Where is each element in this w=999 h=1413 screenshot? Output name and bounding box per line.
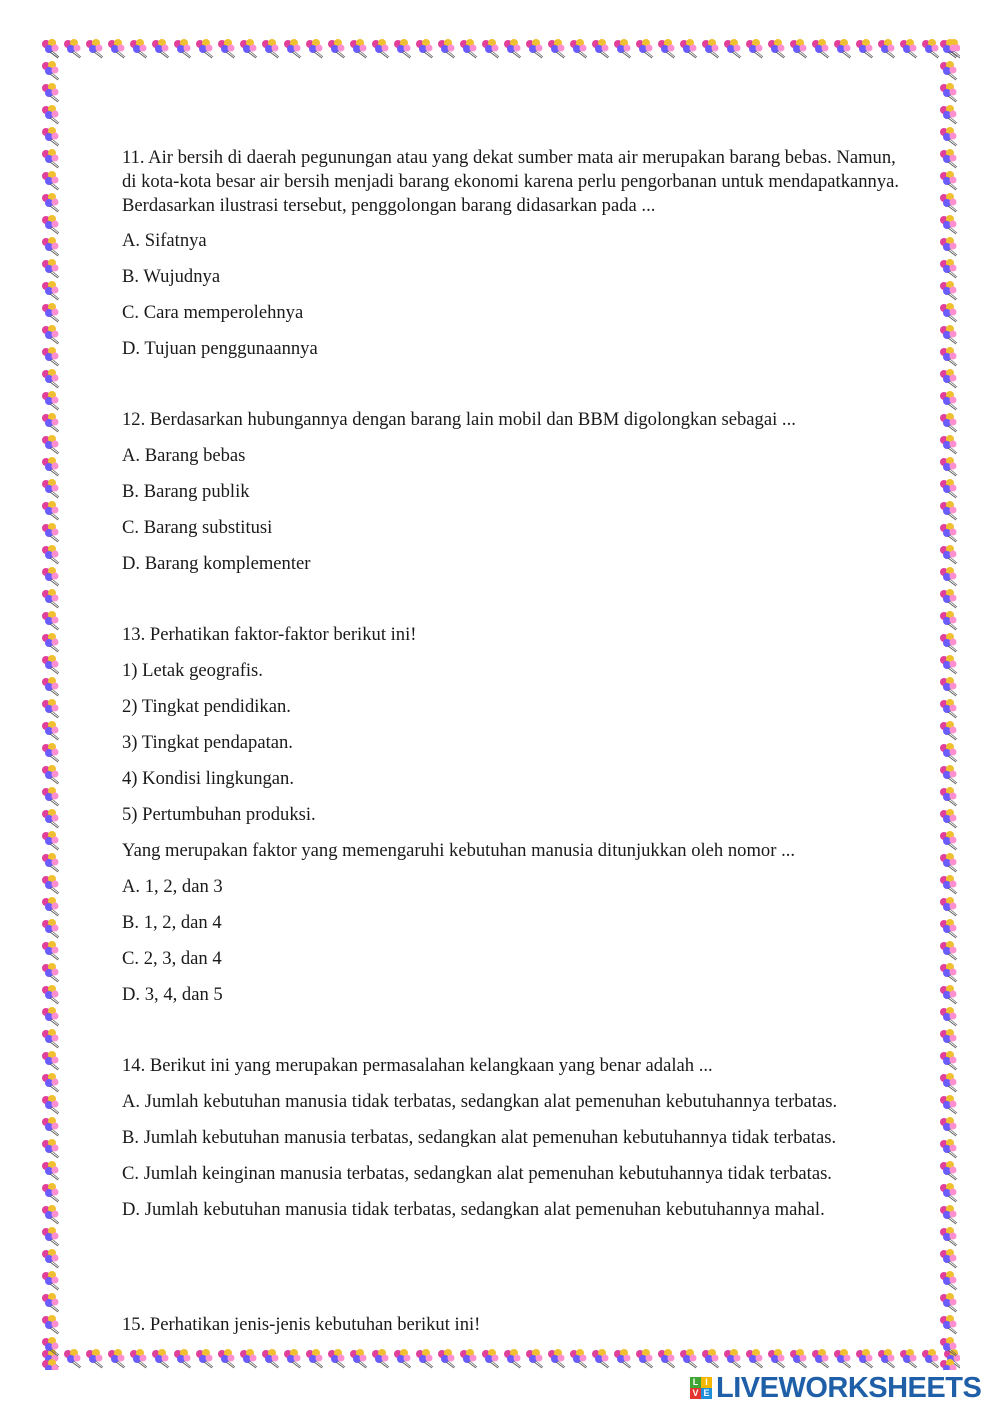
option-a[interactable]: A. Jumlah kebutuhan manusia tidak terbatas, sedangkan alat pemenuhan kebutuhannya terbatas. xyxy=(122,1091,838,1112)
option-c[interactable]: C. Barang substitusi xyxy=(122,517,273,538)
question-14 xyxy=(122,1054,902,1222)
logo-letter-l: L xyxy=(690,1377,701,1388)
question-text: 15. Perhatikan jenis-jenis kebutuhan berikut ini! xyxy=(122,1314,481,1335)
question-prompt: Yang merupakan faktor yang memengaruhi kebutuhan manusia ditunjukkan oleh nomor ... xyxy=(122,840,796,861)
option-d[interactable]: D. Tujuan penggunaannya xyxy=(122,338,318,359)
balloon-border-right xyxy=(938,38,960,1370)
factor-item: 2) Tingkat pendidikan. xyxy=(122,696,291,717)
question-15 xyxy=(122,1313,902,1337)
logo-letter-e: E xyxy=(701,1388,712,1399)
option-a[interactable]: A. 1, 2, dan 3 xyxy=(122,876,223,897)
option-b[interactable]: B. Wujudnya xyxy=(122,266,221,287)
option-a[interactable]: A. Sifatnya xyxy=(122,230,207,251)
spacer xyxy=(122,1019,902,1054)
spacer xyxy=(122,373,902,408)
option-c[interactable]: C. Cara memperolehnya xyxy=(122,302,304,323)
spacer xyxy=(122,588,902,623)
option-d[interactable]: D. 3, 4, dan 5 xyxy=(122,984,223,1005)
option-a[interactable]: A. Barang bebas xyxy=(122,445,246,466)
factor-item: 5) Pertumbuhan produksi. xyxy=(122,804,316,825)
worksheet-content xyxy=(122,146,902,1349)
option-b[interactable]: B. Barang publik xyxy=(122,481,250,502)
option-d[interactable]: D. Jumlah kebutuhan manusia tidak terbatas, sedangkan alat pemenuhan kebutuhannya mahal. xyxy=(122,1199,825,1220)
option-b[interactable]: B. Jumlah kebutuhan manusia terbatas, sedangkan alat pemenuhan kebutuhannya tidak terbatas. xyxy=(122,1127,837,1148)
liveworksheets-brand[interactable] xyxy=(690,1371,982,1404)
factor-item: 1) Letak geografis. xyxy=(122,660,263,681)
question-text: 13. Perhatikan faktor-faktor berikut ini! xyxy=(122,624,417,645)
factor-item: 4) Kondisi lingkungan. xyxy=(122,768,294,789)
question-13 xyxy=(122,623,902,1007)
question-text: 11. Air bersih di daerah pegunungan atau yang dekat sumber mata air merupakan barang bebas. Namun, di kota-kota besar air bersih menjadi barang ekonomi karena perlu pengorbanan untuk mendapatkannya. Berdasarkan ilustrasi tersebut, penggolongan barang didasarkan pada ... xyxy=(122,147,900,216)
option-c[interactable]: C. 2, 3, dan 4 xyxy=(122,948,222,969)
balloon-border-bottom xyxy=(40,1348,960,1370)
liveworksheets-logo-icon xyxy=(690,1377,712,1399)
brand-name: LIVEWORKSHEETS xyxy=(716,1371,982,1404)
question-text: 14. Berikut ini yang merupakan permasalahan kelangkaan yang benar adalah ... xyxy=(122,1055,713,1076)
option-c[interactable]: C. Jumlah keinginan manusia terbatas, sedangkan alat pemenuhan kebutuhannya tidak terbatas. xyxy=(122,1163,832,1184)
factor-item: 3) Tingkat pendapatan. xyxy=(122,732,293,753)
question-text: 12. Berdasarkan hubungannya dengan barang lain mobil dan BBM digolongkan sebagai ... xyxy=(122,409,796,430)
question-12 xyxy=(122,408,902,576)
question-11 xyxy=(122,146,902,361)
logo-letter-v: V xyxy=(690,1388,701,1399)
balloon-border-left xyxy=(40,38,62,1370)
option-b[interactable]: B. 1, 2, dan 4 xyxy=(122,912,222,933)
logo-letter-i: I xyxy=(701,1377,712,1388)
balloon-border-top xyxy=(40,38,960,60)
option-d[interactable]: D. Barang komplementer xyxy=(122,553,311,574)
spacer xyxy=(122,1234,902,1313)
